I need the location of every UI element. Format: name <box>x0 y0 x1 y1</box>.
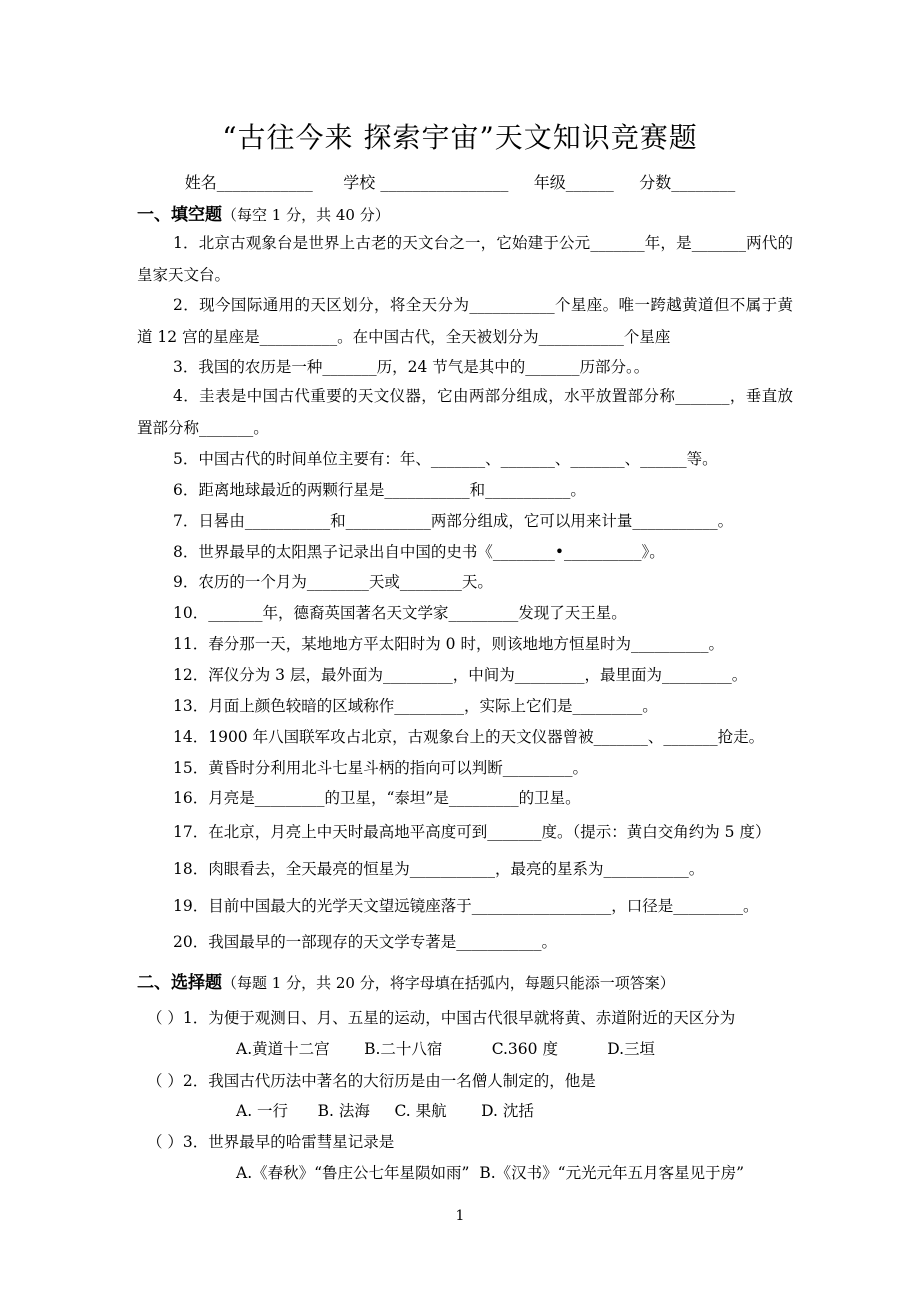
choice-question-2: （ ）2．我国古代历法中著名的大衍历是由一名僧人制定的，他是 <box>147 1072 596 1090</box>
section-choice-heading <box>137 968 675 993</box>
section-note: （每题 1 分，共 20 分，将字母填在括弧内，每题只能添一项答案） <box>222 974 675 992</box>
choice-options-3: A.《春秋》“鲁庄公七年星陨如雨” B.《汉书》“元光元年五月客星见于房” <box>236 1164 744 1182</box>
question-11: 11．春分那一天，某地地方平太阳时为 0 时，则该地地方恒星时为__________。 <box>173 635 724 653</box>
question-7: 7．日晷由___________和___________两部分组成，它可以用来计量___________。 <box>173 512 734 530</box>
question-20: 20．我国最早的一部现存的天文学专著是___________。 <box>173 933 557 951</box>
question-17: 17．在北京，月亮上中天时最高地平高度可到_______度。（提示：黄白交角约为 5 度） <box>173 823 771 841</box>
section-fill-in-heading <box>137 200 390 225</box>
question-10: 10．_______年，德裔英国著名天文学家_________发现了天王星。 <box>173 604 627 622</box>
question-6: 6．距离地球最近的两颗行星是___________和___________。 <box>173 481 586 499</box>
section-note: （每空 1 分，共 40 分） <box>222 206 390 224</box>
question-1: 1．北京古观象台是世界上古老的天文台之一，它始建于公元_______年，是_______两代的皇家天文台。 <box>137 234 793 284</box>
question-3: 3．我国的农历是一种_______历，24 节气是其中的_______历部分。。 <box>173 358 650 376</box>
question-8: 8．世界最早的太阳黑子记录出自中国的史书《________•__________》。 <box>173 543 665 561</box>
question-5: 5．中国古代的时间单位主要有：年、_______、_______、_______、______等。 <box>173 450 718 468</box>
section-heading: 一、填空题 <box>137 205 222 225</box>
choice-question-1: （ ）1．为便于观测日、月、五星的运动，中国古代很早就将黄、赤道附近的天区分为 <box>147 1009 736 1027</box>
question-4: 4．圭表是中国古代重要的天文仪器，它由两部分组成，水平放置部分称_______，垂直放置部分称_______。 <box>137 387 793 437</box>
question-9: 9．农历的一个月为________天或________天。 <box>173 573 493 591</box>
page-title: “古往今来 探索宇宙”天文知识竞赛题 <box>222 121 698 154</box>
question-18: 18．肉眼看去，全天最亮的恒星为___________，最亮的星系为___________。 <box>173 860 705 878</box>
choice-options-2: A. 一行 B. 法海 C. 果航 D. 沈括 <box>236 1102 534 1120</box>
question-2: 2．现今国际通用的天区划分，将全天分为___________个星座。唯一跨越黄道但不属于黄道 12 宫的星座是__________。在中国古代，全天被划分为___________个星座 <box>137 296 793 346</box>
question-19: 19．目前中国最大的光学天文望远镜座落于__________________，口径是_________。 <box>173 897 759 915</box>
student-info-line: 姓名____________ 学校 ________________ 年级______ 分数________ <box>184 173 736 192</box>
question-14: 14．1900 年八国联军攻占北京，古观象台上的天文仪器曾被_______、_______抢走。 <box>173 728 765 746</box>
question-12: 12．浑仪分为 3 层，最外面为_________，中间为_________，最里面为_________。 <box>173 666 748 684</box>
choice-options-1: A.黄道十二宫 B.二十八宿 C.360 度 D.三垣 <box>236 1040 656 1058</box>
choice-question-3: （ ）3．世界最早的哈雷彗星记录是 <box>147 1133 395 1151</box>
question-16: 16．月亮是_________的卫星，“泰坦”是_________的卫星。 <box>173 789 581 807</box>
question-13: 13．月面上颜色较暗的区域称作_________，实际上它们是_________。 <box>173 697 658 715</box>
section-heading: 二、选择题 <box>137 973 222 993</box>
page-number: 1 <box>455 1208 465 1224</box>
question-15: 15．黄昏时分利用北斗七星斗柄的指向可以判断_________。 <box>173 759 588 777</box>
